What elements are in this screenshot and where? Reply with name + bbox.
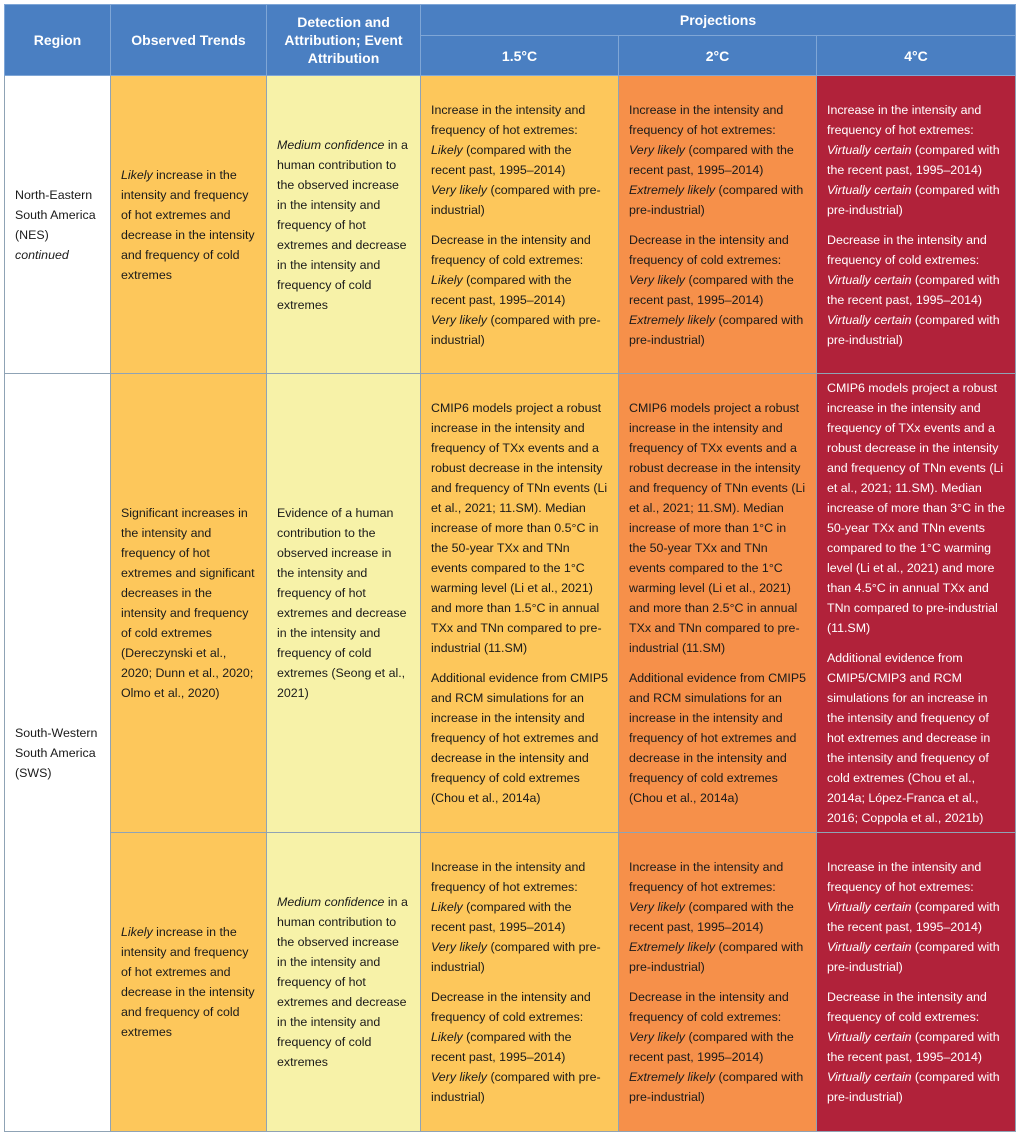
assessment-table xyxy=(4,4,1016,1132)
region-continued-note: continued xyxy=(15,247,69,262)
cell-text: increase in the intensity and frequency of hot extremes and decrease in the intensity and frequency of cold extremes xyxy=(121,167,255,282)
projection-2c-cell xyxy=(619,374,817,832)
likelihood-term: Extremely likely xyxy=(629,939,716,954)
observed-trends-cell xyxy=(111,76,267,374)
cold-extremes-intro: Decrease in the intensity and frequency of cold extremes: xyxy=(629,232,789,267)
likelihood-term: Virtually certain xyxy=(827,312,912,327)
hot-extremes-intro: Increase in the intensity and frequency of hot extremes: xyxy=(827,859,982,894)
cell-text: (compared with the recent past, 1995–2014) xyxy=(431,1029,572,1064)
likelihood-term: Virtually certain xyxy=(827,182,912,197)
cell-text: (compared with the recent past, 1995–2014) xyxy=(629,899,794,934)
hot-extremes-intro: Increase in the intensity and frequency of hot extremes: xyxy=(431,859,586,894)
header-projection-2c: 2°C xyxy=(619,36,817,76)
cell-text: (compared with the recent past, 1995–2014) xyxy=(431,272,572,307)
likelihood-term: Very likely xyxy=(629,899,685,914)
cell-text: (compared with the recent past, 1995–2014) xyxy=(431,899,572,934)
projection-4c-cell xyxy=(817,76,1016,374)
cold-extremes-intro: Decrease in the intensity and frequency of cold extremes: xyxy=(827,232,987,267)
cell-text: (compared with pre-industrial) xyxy=(431,939,601,974)
likelihood-term: Virtually certain xyxy=(827,1029,912,1044)
cell-text: (compared with pre-industrial) xyxy=(431,182,601,217)
region-name-line: (SWS) xyxy=(15,765,52,780)
region-cell-nes xyxy=(5,76,111,374)
likelihood-term: Very likely xyxy=(431,312,487,327)
cell-text: (compared with the recent past, 1995–2014) xyxy=(629,142,794,177)
region-name-line: South America xyxy=(15,745,96,760)
projection-4c-cell xyxy=(817,832,1016,1131)
projection-2c-cell xyxy=(619,76,817,374)
table-row-sws-1 xyxy=(5,374,1016,832)
likelihood-term: Likely xyxy=(431,899,463,914)
cold-extremes-intro: Decrease in the intensity and frequency of cold extremes: xyxy=(827,989,987,1024)
cell-text: Significant increases in the intensity and frequency of hot extremes and significant decreases in the intensity and frequency of cold extremes (Dereczynski et al., 2020; Dunn et al., 2020; Olmo et al., 2020) xyxy=(121,505,255,700)
projection-2c-cell xyxy=(619,832,817,1131)
region-name-line: South America xyxy=(15,207,96,222)
header-projection-1-5c: 1.5°C xyxy=(421,36,619,76)
cell-text: (compared with pre-industrial) xyxy=(431,1069,601,1104)
likelihood-term: Very likely xyxy=(431,939,487,954)
cell-text: Additional evidence from CMIP5 and RCM simulations for an increase in the intensity and frequency of hot extremes and decrease in the intensity and frequency of cold extremes (Chou et al., 2014a) xyxy=(629,670,806,805)
likelihood-term: Virtually certain xyxy=(827,939,912,954)
header-detection-attribution: Detection and Attribution; Event Attribution xyxy=(267,5,421,76)
likelihood-term: Virtually certain xyxy=(827,142,912,157)
likelihood-term: Extremely likely xyxy=(629,182,716,197)
cell-text: Additional evidence from CMIP5 and RCM simulations for an increase in the intensity and frequency of hot extremes and decrease in the intensity and frequency of cold extremes (Chou et al., 2014a) xyxy=(431,670,608,805)
cell-text: (compared with pre-industrial) xyxy=(827,182,1000,217)
cell-text: (compared with the recent past, 1995–2014) xyxy=(827,899,1000,934)
table-row-sws-2 xyxy=(5,832,1016,1131)
projection-1-5c-cell xyxy=(421,832,619,1131)
likelihood-term: Extremely likely xyxy=(629,312,716,327)
cell-text: CMIP6 models project a robust increase in the intensity and frequency of TXx events and a robust decrease in the intensity and frequency of TNn events (Li et al., 2021; 11.SM). Median increase of more than 0.5°C in the 50-year TXx and TNn events compared to the 1°C warming level (Li et al., 2021) and more than 1.5°C in annual TXx and TNn compared to pre-industrial (11.SM) xyxy=(431,400,608,655)
confidence-term: Medium confidence xyxy=(277,894,385,909)
detection-attribution-cell xyxy=(267,374,421,832)
cold-extremes-intro: Decrease in the intensity and frequency of cold extremes: xyxy=(629,989,789,1024)
cell-text: in a human contribution to the observed increase in the intensity and frequency of hot extremes and decrease in the intensity and frequency of cold extremes xyxy=(277,137,408,312)
likelihood-term: Virtually certain xyxy=(827,1069,912,1084)
cell-text: CMIP6 models project a robust increase in the intensity and frequency of TXx events and a robust decrease in the intensity and frequency of TNn events (Li et al., 2021; 11.SM). Median increase of more than 3°C in the 50-year TXx and TNn events compared to the 1°C warming level (Li et al., 2021) and more than 4.5°C in annual TXx and TNn compared to pre-industrial (11.SM) xyxy=(827,380,1005,635)
region-name-line: (NES) xyxy=(15,227,49,242)
cell-text: (compared with pre-industrial) xyxy=(629,939,804,974)
hot-extremes-intro: Increase in the intensity and frequency of hot extremes: xyxy=(629,102,784,137)
region-cell-sws xyxy=(5,374,111,1132)
header-projection-4c: 4°C xyxy=(817,36,1016,76)
cell-text: Additional evidence from CMIP5/CMIP3 and RCM simulations for an increase in the intensity and frequency of hot extremes and decrease in the intensity and frequency of cold extremes (Chou et al., 2014a; López-Franca et al., 2016; Coppola et al., 2021b) xyxy=(827,650,991,825)
hot-extremes-intro: Increase in the intensity and frequency of hot extremes: xyxy=(431,102,586,137)
cell-text: (compared with the recent past, 1995–2014) xyxy=(827,142,1000,177)
cell-text: (compared with the recent past, 1995–2014) xyxy=(827,1029,1000,1064)
cell-text: in a human contribution to the observed increase in the intensity and frequency of hot extremes and decrease in the intensity and frequency of cold extremes xyxy=(277,894,408,1069)
table-row-nes xyxy=(5,76,1016,374)
likelihood-term: Likely xyxy=(431,142,463,157)
likelihood-term: Very likely xyxy=(431,182,487,197)
likelihood-term: Extremely likely xyxy=(629,1069,716,1084)
cell-text: (compared with pre-industrial) xyxy=(629,1069,804,1104)
cell-text: increase in the intensity and frequency of hot extremes and decrease in the intensity and frequency of cold extremes xyxy=(121,924,255,1039)
cell-text: Evidence of a human contribution to the observed increase in the intensity and frequency of hot extremes and decrease in the intensity and frequency of cold extremes (Seong et al., 2021) xyxy=(277,505,407,700)
cell-text: (compared with pre-industrial) xyxy=(827,939,1000,974)
cell-text: (compared with pre-industrial) xyxy=(827,1069,1000,1104)
detection-attribution-cell xyxy=(267,76,421,374)
cell-text: (compared with pre-industrial) xyxy=(431,312,601,347)
header-region: Region xyxy=(5,5,111,76)
cell-text: CMIP6 models project a robust increase in the intensity and frequency of TXx events and a robust decrease in the intensity and frequency of TNn events (Li et al., 2021; 11.SM). Median increase of more than 1°C in the 50-year TXx and TNn events compared to the 1°C warming level (Li et al., 2021) and more than 2.5°C in annual TXx and TNn compared to pre-industrial (11.SM) xyxy=(629,400,806,655)
cell-text: (compared with the recent past, 1995–2014) xyxy=(431,142,572,177)
cell-text: (compared with pre-industrial) xyxy=(629,312,804,347)
likelihood-term: Very likely xyxy=(629,272,685,287)
likelihood-term: Very likely xyxy=(629,142,685,157)
confidence-term: Medium confidence xyxy=(277,137,385,152)
likelihood-term: Virtually certain xyxy=(827,899,912,914)
hot-extremes-intro: Increase in the intensity and frequency of hot extremes: xyxy=(827,102,982,137)
cold-extremes-intro: Decrease in the intensity and frequency of cold extremes: xyxy=(431,232,591,267)
region-name-line: South-Western xyxy=(15,725,98,740)
cold-extremes-intro: Decrease in the intensity and frequency of cold extremes: xyxy=(431,989,591,1024)
cell-text: (compared with pre-industrial) xyxy=(827,312,1000,347)
projection-4c-cell xyxy=(817,374,1016,832)
likelihood-term: Likely xyxy=(431,272,463,287)
cell-text: (compared with pre-industrial) xyxy=(629,182,804,217)
projection-1-5c-cell xyxy=(421,76,619,374)
confidence-term: Likely xyxy=(121,167,153,182)
likelihood-term: Very likely xyxy=(629,1029,685,1044)
header-projections: Projections xyxy=(421,5,1016,36)
cell-text: (compared with the recent past, 1995–2014) xyxy=(629,272,794,307)
detection-attribution-cell xyxy=(267,832,421,1131)
confidence-term: Likely xyxy=(121,924,153,939)
observed-trends-cell xyxy=(111,832,267,1131)
likelihood-term: Virtually certain xyxy=(827,272,912,287)
region-name-line: North-Eastern xyxy=(15,187,93,202)
likelihood-term: Very likely xyxy=(431,1069,487,1084)
observed-trends-cell xyxy=(111,374,267,832)
likelihood-term: Likely xyxy=(431,1029,463,1044)
hot-extremes-intro: Increase in the intensity and frequency of hot extremes: xyxy=(629,859,784,894)
projection-1-5c-cell xyxy=(421,374,619,832)
cell-text: (compared with the recent past, 1995–2014) xyxy=(629,1029,794,1064)
cell-text: (compared with the recent past, 1995–2014) xyxy=(827,272,1000,307)
header-observed-trends: Observed Trends xyxy=(111,5,267,76)
